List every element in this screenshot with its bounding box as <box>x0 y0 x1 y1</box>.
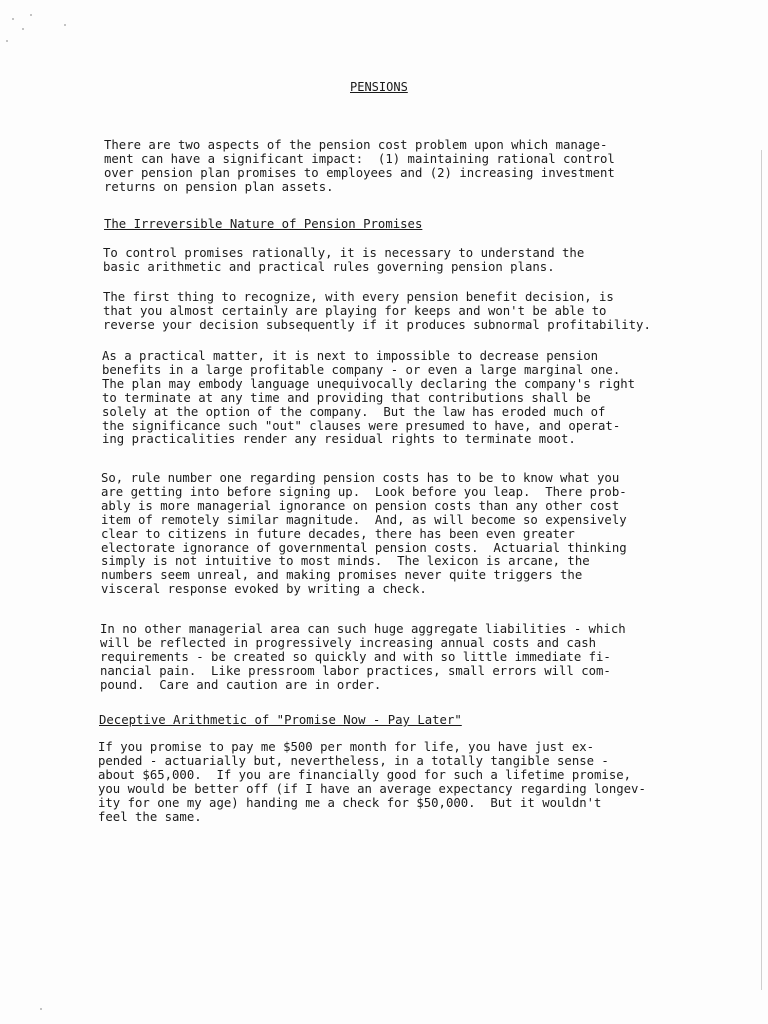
paragraph-promise-example: If you promise to pay me $500 per month for life, you have just ex- pended - actuarially but, nevertheless, in a totally tangible sense - about $65,000. If you are financially good for such a lifetime promise, you would be better off (if I have an average expectancy regarding longev- ity for one my age) handing me a check for $50,000. But it wouldn't feel the same. <box>98 740 646 824</box>
scan-speck <box>6 40 8 42</box>
paragraph-rule-one: So, rule number one regarding pension costs has to be to know what you are getting into before signing up. Look before you leap. There prob- ably is more managerial ignorance on pension costs than any other cost item of remotely similar magnitude. And, as will become so expensively clear to citizens in future decades, there has been even greater electorate ignorance of governmental pension costs. Actuarial thinking simply is not intuitive to most minds. The lexicon is arcane, the numbers seem unreal, and making promises never quite triggers the visceral response evoked by writing a check. <box>101 471 627 597</box>
section-heading-irreversible: The Irreversible Nature of Pension Promises <box>104 217 423 231</box>
page-title: PENSIONS <box>350 80 408 94</box>
paragraph-practical-matter: As a practical matter, it is next to impossible to decrease pension benefits in a large profitable company - or even a large marginal one. The plan may embody language unequivocally declaring the company's right to terminate at any time and providing that contributions shall be solely at the option of the company. But the law has eroded much of the significance such "out" clauses were presumed to have, and operat- ing practicalities render any residual rights to terminate moot. <box>102 349 636 447</box>
scan-speck <box>30 14 32 16</box>
paragraph-no-other-area: In no other managerial area can such huge aggregate liabilities - which will be reflected in progressively increasing annual costs and cash requirements - be created so quickly and with so little immediate fi- nancial pain. Like pressroom labor practices, small errors will com- pound. Care and caution are in order. <box>100 622 626 692</box>
page-edge-shadow <box>761 150 762 990</box>
scan-speck <box>12 18 14 20</box>
section-heading-deceptive-arithmetic: Deceptive Arithmetic of "Promise Now - Pay Later" <box>99 713 462 727</box>
paragraph-first-thing: The first thing to recognize, with every pension benefit decision, is that you almost certainly are playing for keeps and won't be able to reverse your decision subsequently if it produces subnormal profitability. <box>103 290 651 332</box>
scan-speck <box>40 1008 42 1010</box>
scan-speck <box>64 24 66 26</box>
scan-speck <box>22 28 24 30</box>
paragraph-control-promises: To control promises rationally, it is necessary to understand the basic arithmetic and practical rules governing pension plans. <box>103 246 585 274</box>
intro-paragraph: There are two aspects of the pension cost problem upon which manage- ment can have a significant impact: (1) maintaining rational control over pension plan promises to employees and (2) increasing investment returns on pension plan assets. <box>104 138 615 194</box>
